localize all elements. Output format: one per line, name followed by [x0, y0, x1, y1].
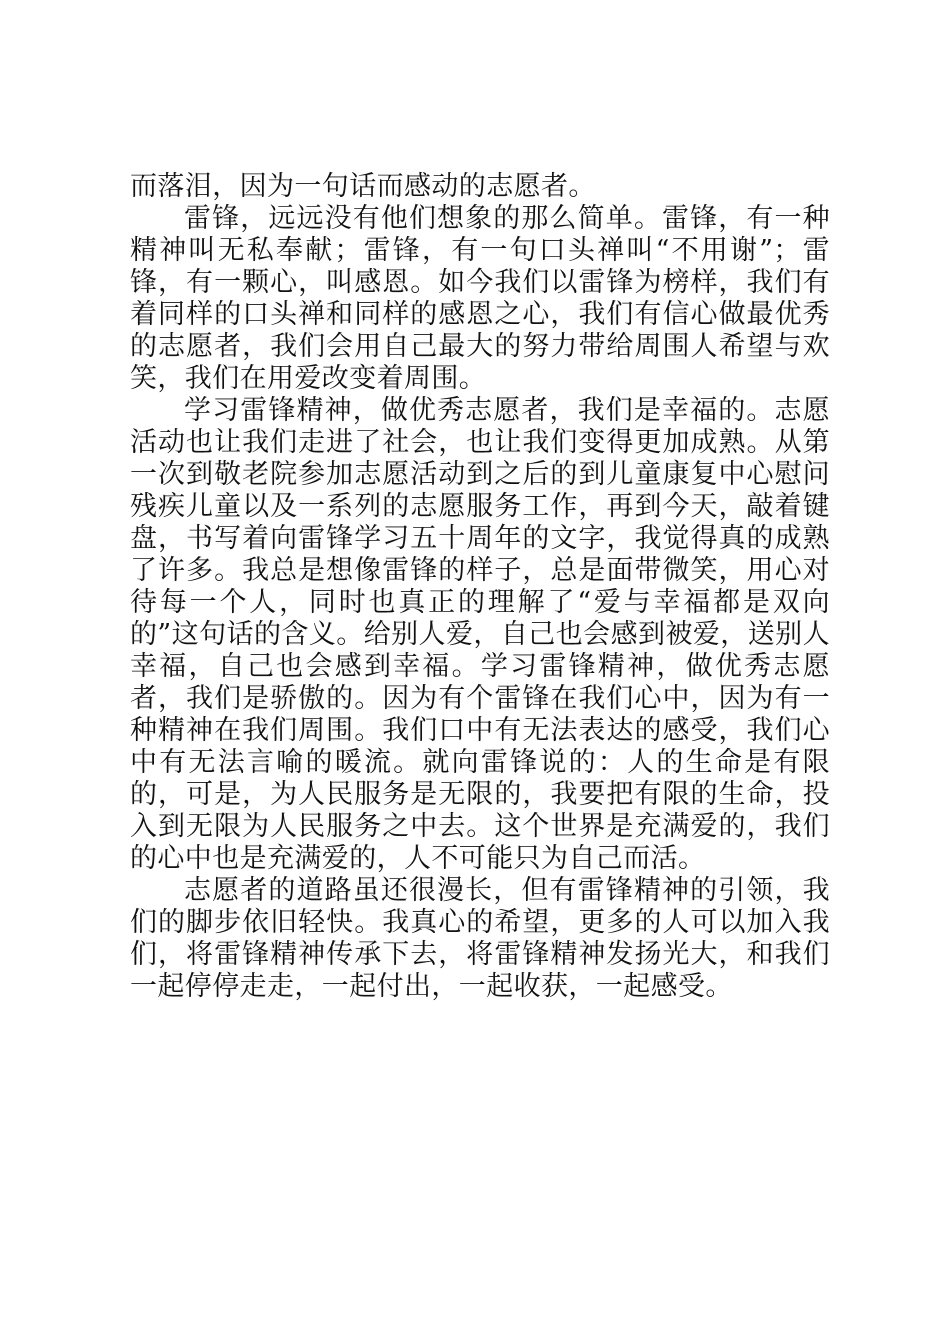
paragraph-1: 而落泪，因为一句话而感动的志愿者。 [130, 171, 596, 202]
paragraph-4: 志愿者的道路虽还很漫长，但有雷锋精神的引领，我们的脚步依旧轻快。我真心的希望，更多的人可以加入我们，将雷锋精神传承下去，将雷锋精神发扬光大，和我们一起停停走走，一起付出，一起收获，一起感受。 [130, 875, 830, 1002]
paragraph-3: 学习雷锋精神，做优秀志愿者，我们是幸福的。志愿活动也让我们走进了社会，也让我们变得更加成熟。从第一次到敬老院参加志愿活动到之后的到儿童康复中心慰问残疾儿童以及一系列的志愿服务工作，再到今天，敲着键盘，书写着向雷锋学习五十周年的文字，我觉得真的成熟了许多。我总是想像雷锋的样子，总是面带微笑，用心对待每一个人，同时也真正的理解了“爱与幸福都是双向的”这句话的含义。给别人爱，自己也会感到被爱，送别人幸福，自己也会感到幸福。学习雷锋精神，做优秀志愿者，我们是骄傲的。因为有个雷锋在我们心中，因为有一种精神在我们周围。我们口中有无法表达的感受，我们心中有无法言喻的暖流。就向雷锋说的：人的生命是有限的，可是，为人民服务是无限的，我要把有限的生命，投入到无限为人民服务之中去。这个世界是充满爱的，我们的心中也是充满爱的，人不可能只为自己而活。 [130, 395, 830, 874]
body-text [130, 171, 830, 1003]
paragraph-2: 雷锋，远远没有他们想象的那么简单。雷锋，有一种精神叫无私奉献；雷锋，有一句口头禅叫“不用谢”；雷锋，有一颗心，叫感恩。如今我们以雷锋为榜样，我们有着同样的口头禅和同样的感恩之心，我们有信心做最优秀的志愿者，我们会用自己最大的努力带给周围人希望与欢笑，我们在用爱改变着周围。 [130, 203, 830, 394]
